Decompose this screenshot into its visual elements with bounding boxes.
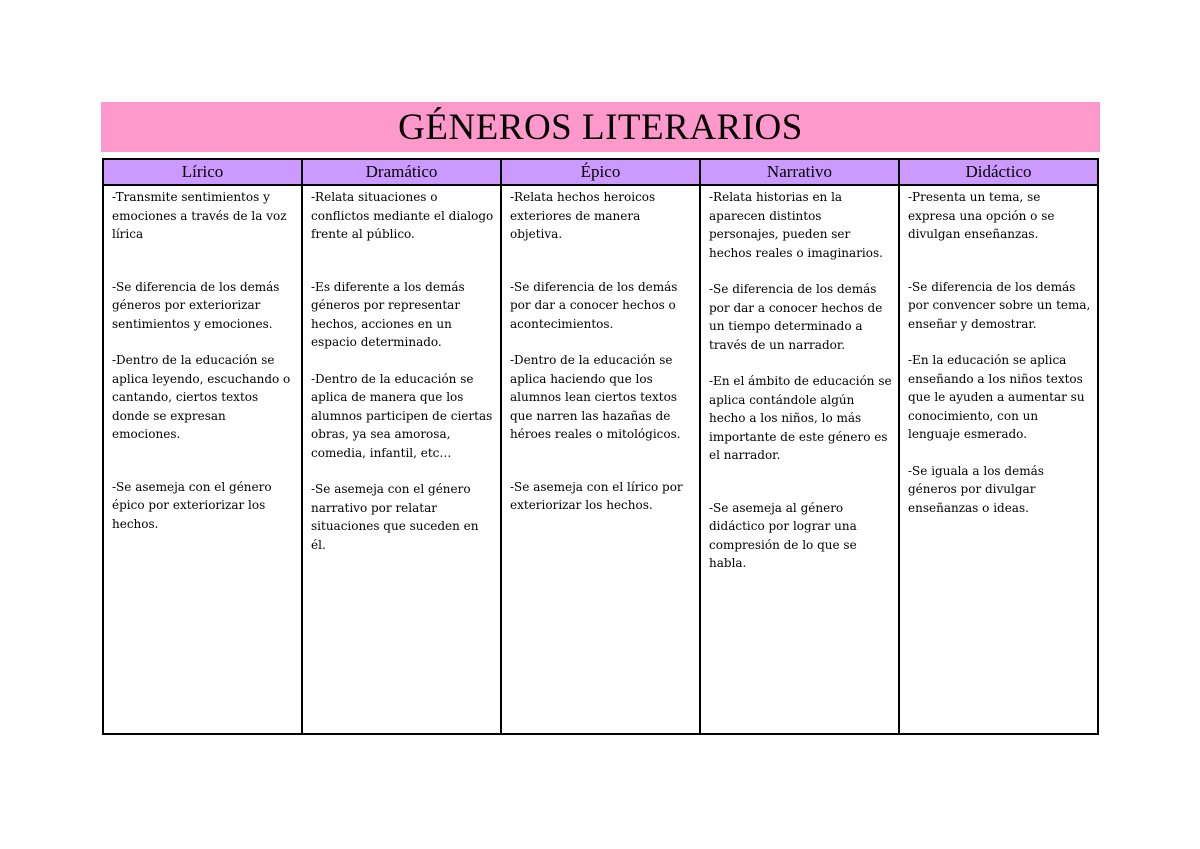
paragraph-education: -En la educación se aplica enseñando a los niños textos que le ayuden a aumentar su conocimiento, con un lenguaje esmerado. bbox=[908, 353, 1085, 441]
paragraph-similarity: -Se asemeja con el género épico por exteriorizar los hechos. bbox=[112, 479, 272, 531]
paragraph-education: -Dentro de la educación se aplica de manera que los alumnos participen de ciertas obras, ya sea amorosa, comedia, infantil, etc… bbox=[311, 371, 493, 460]
column-header-narrativo: Narrativo bbox=[700, 159, 899, 185]
paragraph-definition: -Relata historias en la aparecen distintos personajes, pueden ser hechos reales o imaginarios. bbox=[709, 190, 883, 260]
header-row bbox=[103, 159, 1098, 185]
cell-didactico bbox=[899, 185, 1098, 734]
cell-dramatico bbox=[302, 185, 501, 734]
paragraph-difference: -Se diferencia de los demás por convencer sobre un tema, enseñar y demostrar. bbox=[908, 279, 1091, 331]
column-header-epico: Épico bbox=[501, 159, 700, 185]
paragraph-difference: -Se diferencia de los demás por dar a conocer hechos o acontecimientos. bbox=[510, 279, 678, 331]
paragraph-similarity: -Se iguala a los demás géneros por divulgar enseñanzas o ideas. bbox=[908, 463, 1044, 515]
paragraph-definition: -Presenta un tema, se expresa una opción o se divulgan enseñanzas. bbox=[908, 190, 1055, 241]
paragraph-difference: -Se diferencia de los demás géneros por exteriorizar sentimientos y emociones. bbox=[112, 279, 280, 331]
column-header-dramatico: Dramático bbox=[302, 159, 501, 185]
cell-epico bbox=[501, 185, 700, 734]
paragraph-difference: -Es diferente a los demás géneros por representar hechos, acciones en un espacio determinado. bbox=[311, 279, 465, 349]
paragraph-definition: -Relata hechos heroicos exteriores de manera objetiva. bbox=[510, 190, 656, 241]
paragraph-definition: -Relata situaciones o conflictos mediante el dialogo frente al público. bbox=[311, 190, 494, 241]
paragraph-education: -Dentro de la educación se aplica leyendo, escuchando o cantando, ciertos textos donde se expresan emociones. bbox=[112, 353, 291, 441]
paragraph-similarity: -Se asemeja al género didáctico por lograr una compresión de lo que se habla. bbox=[709, 500, 857, 570]
paragraph-definition: -Transmite sentimientos y emociones a través de la voz lírica bbox=[112, 190, 287, 241]
cell-lirico bbox=[103, 185, 302, 734]
paragraph-education: -En el ámbito de educación se aplica contándole algún hecho a los niños, lo más importante de este género es el narrador. bbox=[709, 374, 892, 462]
title-banner bbox=[101, 102, 1100, 152]
genres-table bbox=[102, 158, 1099, 735]
paragraph-similarity: -Se asemeja con el lírico por exteriorizar los hechos. bbox=[510, 479, 683, 512]
paragraph-education: -Dentro de la educación se aplica haciendo que los alumnos lean ciertos textos que narren las hazañas de héroes reales o mitológicos. bbox=[510, 353, 681, 441]
paragraph-difference: -Se diferencia de los demás por dar a conocer hechos de un tiempo determinado a través de un narrador. bbox=[709, 282, 883, 352]
column-header-didactico: Didáctico bbox=[899, 159, 1098, 185]
cell-narrativo bbox=[700, 185, 899, 734]
column-header-lirico: Lírico bbox=[103, 159, 302, 185]
content-row bbox=[103, 185, 1098, 734]
page-title: GÉNEROS LITERARIOS bbox=[398, 106, 803, 148]
paragraph-similarity: -Se asemeja con el género narrativo por relatar situaciones que suceden en él. bbox=[311, 482, 479, 552]
